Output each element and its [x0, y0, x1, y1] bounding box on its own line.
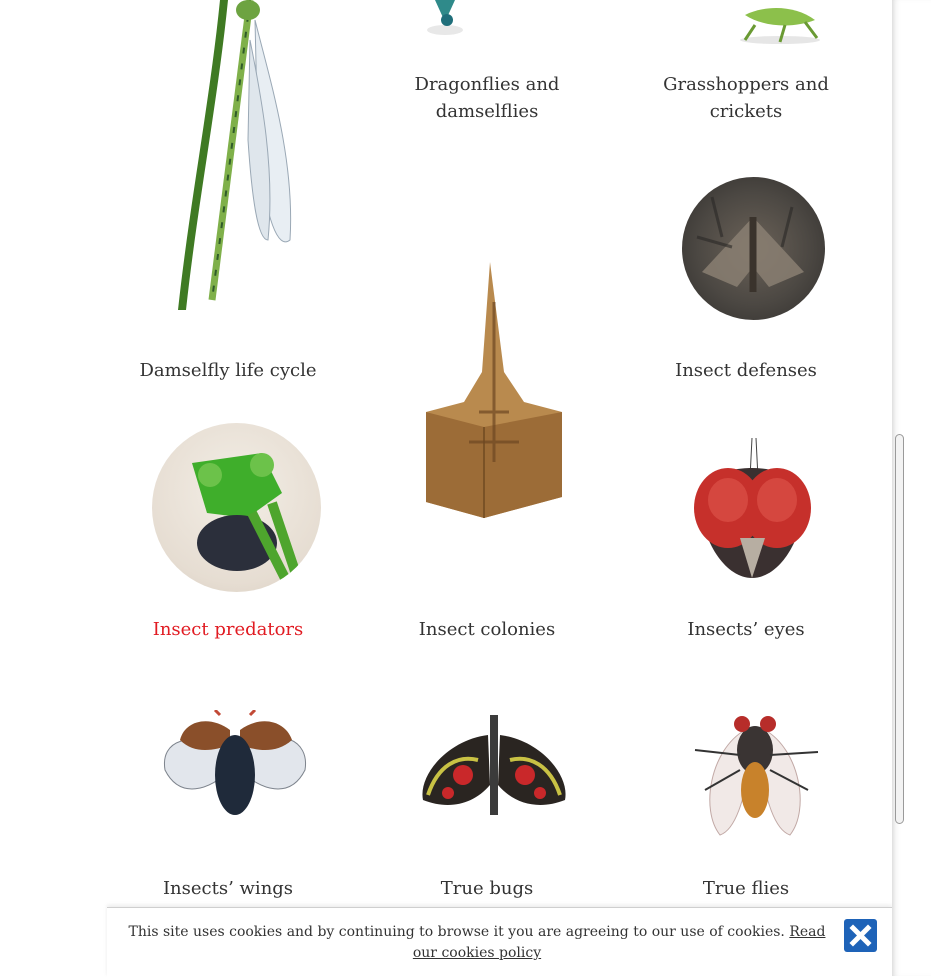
tile-label-insect-predators[interactable]: Insect predators	[152, 619, 304, 640]
cookie-banner	[107, 907, 892, 977]
fly-head-image[interactable]	[690, 438, 815, 583]
scrollbar-thumb[interactable]	[895, 434, 904, 824]
tile-label-grasshoppers[interactable]: Grasshoppers and crickets	[663, 74, 829, 122]
cookie-message	[117, 922, 837, 964]
tile-label-true-bugs[interactable]: True bugs	[440, 878, 534, 899]
tile-label-insects-eyes[interactable]: Insects’ eyes	[687, 619, 805, 640]
beetle-image[interactable]	[160, 710, 310, 825]
mantis-image[interactable]	[152, 423, 321, 592]
dragonfly-image[interactable]	[415, 0, 475, 40]
moth-image[interactable]	[682, 177, 825, 320]
tile-label-insect-defenses[interactable]: Insect defenses	[675, 360, 817, 381]
tile-label-insects-wings[interactable]: Insects’ wings	[162, 878, 294, 899]
grasshopper-image[interactable]	[725, 0, 825, 45]
tile-label-insect-colonies[interactable]: Insect colonies	[418, 619, 556, 640]
tile-label-dragonflies[interactable]: Dragonflies and damselflies	[414, 74, 560, 122]
tile-label-true-flies[interactable]: True flies	[702, 878, 790, 899]
cookie-text: This site uses cookies and by continuing to browse it you are agreeing to our use of cookies.	[128, 924, 790, 940]
housefly-image[interactable]	[690, 690, 820, 840]
lanternfly-image[interactable]	[418, 705, 570, 825]
termite-mound-image[interactable]	[424, 262, 564, 518]
damselfly-image[interactable]	[170, 0, 300, 312]
tile-label-damselfly-life-cycle[interactable]: Damselfly life cycle	[139, 360, 317, 381]
close-icon[interactable]	[844, 919, 877, 952]
cookie-policy-link[interactable]: Read our cookies policy	[412, 924, 826, 961]
